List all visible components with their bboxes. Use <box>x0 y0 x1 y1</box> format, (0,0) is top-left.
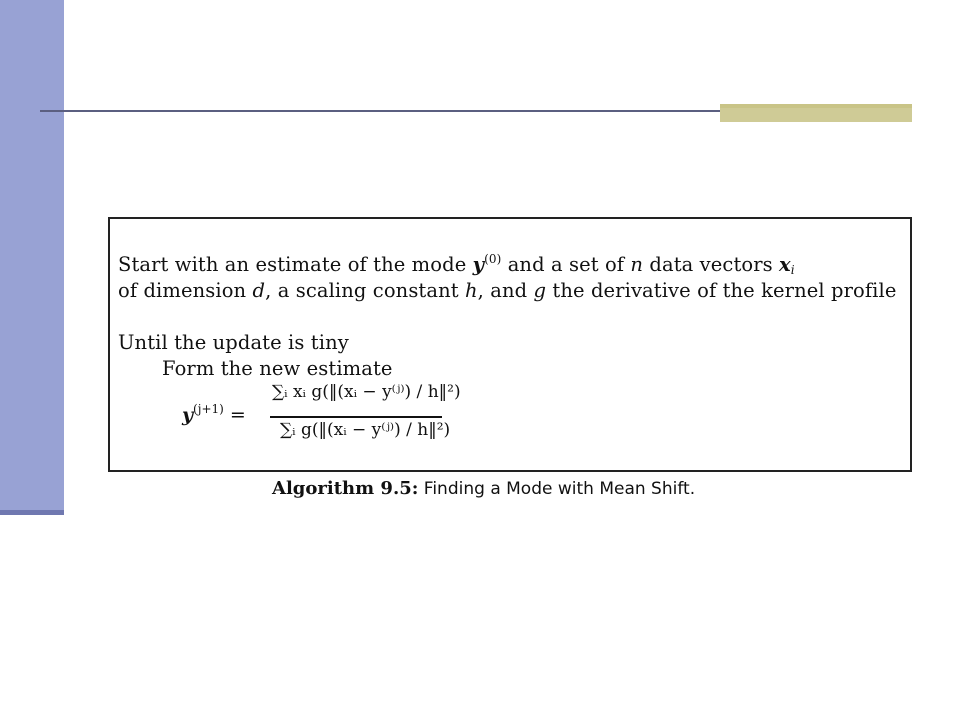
algorithm-caption <box>272 478 695 499</box>
formula-denominator: ∑ᵢ g(‖(xᵢ − y⁽ʲ⁾) / h‖²) <box>280 420 451 440</box>
formula-numerator: ∑ᵢ xᵢ g(‖(xᵢ − y⁽ʲ⁾) / h‖²) <box>272 382 461 402</box>
math-g: g <box>533 279 547 302</box>
text-fragment: , a scaling constant <box>265 279 465 302</box>
caption-text: Finding a Mode with Mean Shift. <box>418 479 696 499</box>
formula-lhs <box>182 402 246 426</box>
update-formula <box>182 382 461 452</box>
side-accent-bar <box>0 0 64 512</box>
text-fragment: and a set of <box>501 253 631 276</box>
math-x: x <box>779 253 791 276</box>
text-fragment: data vectors <box>643 253 780 276</box>
text-fragment: Start with an estimate of the mode <box>118 253 473 276</box>
math-superscript: (0) <box>484 252 502 266</box>
algorithm-line-2 <box>118 279 896 302</box>
text-fragment: , and <box>477 279 534 302</box>
math-y: y <box>472 253 485 276</box>
math-d: d <box>252 279 266 302</box>
math-subscript: i <box>790 263 795 277</box>
caption-label: Algorithm 9.5: <box>272 478 419 499</box>
equals-sign: = <box>223 404 246 426</box>
side-accent-bar-edge <box>0 510 64 515</box>
header-accent-strip <box>720 108 912 122</box>
text-fragment: of dimension <box>118 279 253 302</box>
header-rule <box>40 110 720 112</box>
math-superscript: (j+1) <box>193 402 224 416</box>
math-h: h <box>464 279 478 302</box>
algorithm-line-1 <box>118 252 795 277</box>
algorithm-line-form: Form the new estimate <box>162 357 393 380</box>
text-fragment: the derivative of the kernel profile <box>546 279 897 302</box>
algorithm-box <box>108 217 912 472</box>
math-y: y <box>182 404 194 426</box>
fraction-bar <box>270 416 442 418</box>
algorithm-line-loop: Until the update is tiny <box>118 331 349 354</box>
math-n: n <box>630 253 644 276</box>
